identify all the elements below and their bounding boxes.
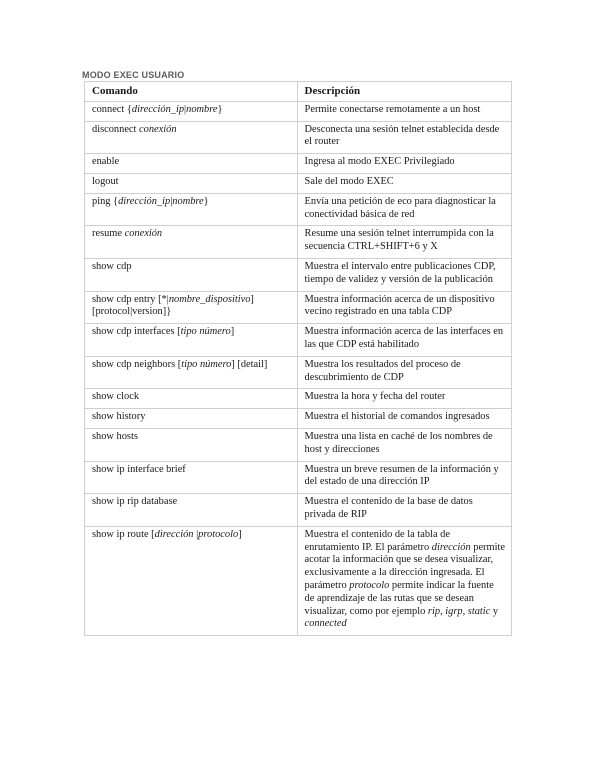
- command-cell: [85, 101, 298, 121]
- text: logout: [92, 175, 119, 187]
- text: Muestra los resultados del proceso de descubrimiento de CDP: [304, 358, 461, 383]
- table-body: [85, 101, 512, 635]
- table-row: [85, 494, 512, 527]
- text: Muestra el contenido de la base de datos privada de RIP: [304, 496, 473, 520]
- table-row: [85, 154, 512, 174]
- italic-text: dirección_ip: [118, 195, 171, 207]
- command-cell: [85, 226, 298, 259]
- italic-text: static: [467, 605, 491, 617]
- text: parámetro: [387, 541, 432, 553]
- command-cell: [85, 154, 298, 174]
- text: resume: [92, 228, 125, 240]
- table-row: [85, 356, 512, 389]
- text: ,: [440, 605, 446, 617]
- command-cell: [85, 121, 298, 154]
- text: }: [217, 103, 223, 115]
- italic-text: nombre: [172, 195, 204, 207]
- text: permite indicar la fuente de aprendizaje de las rutas que se desean visualizar, como por ejemplo: [304, 579, 494, 617]
- command-cell: [85, 193, 298, 226]
- text: show cdp entry [*|: [92, 293, 169, 305]
- description-cell: [297, 389, 511, 409]
- italic-text: dirección_ip: [131, 103, 185, 115]
- italic-text: conexión: [139, 123, 177, 135]
- table-row: [85, 193, 512, 226]
- text: Muestra la hora y fecha del router: [304, 391, 446, 403]
- italic-text: connected: [304, 618, 347, 630]
- text: Muestra el contenido de la tabla de enrutamiento IP. El: [304, 528, 450, 553]
- description-cell: [297, 526, 511, 635]
- command-cell: [85, 356, 298, 389]
- text: disconnect: [92, 123, 140, 135]
- table-row: [85, 101, 512, 121]
- text: show ip rip database: [92, 496, 178, 508]
- text: Envía una petición de eco para diagnosticar la conectividad básica de red: [304, 195, 496, 220]
- italic-text: protocolo: [198, 528, 239, 540]
- text: Muestra el intervalo entre publicaciones CDP, tiempo de validez y versión de la publicación: [304, 260, 496, 285]
- text: enable: [92, 156, 120, 168]
- table-header-row: [85, 82, 512, 102]
- command-cell: [85, 173, 298, 193]
- section-title: MODO EXEC USUARIO: [82, 70, 185, 80]
- text: Permite conectarse remotamente a un host: [304, 103, 481, 115]
- text: ]: [230, 326, 235, 338]
- command-cell: [85, 258, 298, 291]
- text: ][protocol|version]}: [92, 293, 254, 318]
- description-cell: [297, 494, 511, 527]
- text: permite acotar la información que se desea visualizar, exclusivamente a la dirección ingresada. El parámetro: [304, 541, 505, 591]
- text: Muestra el historial de comandos ingresados: [304, 411, 490, 423]
- description-cell: [297, 226, 511, 259]
- text: Resume una sesión telnet interrumpida con la secuencia CTRL+SHIFT+6 y X: [304, 228, 494, 253]
- text: show cdp interfaces [: [92, 326, 181, 338]
- description-cell: [297, 409, 511, 429]
- table-row: [85, 258, 512, 291]
- table-row: [85, 428, 512, 461]
- description-cell: [297, 121, 511, 154]
- command-cell: [85, 526, 298, 635]
- italic-text: conexión: [124, 228, 163, 240]
- table-row: [85, 324, 512, 357]
- description-cell: [297, 291, 511, 324]
- description-cell: [297, 193, 511, 226]
- table-row: [85, 409, 512, 429]
- table-row: [85, 226, 512, 259]
- text: Desconecta una sesión telnet establecida desde el router: [304, 123, 500, 148]
- command-cell: [85, 494, 298, 527]
- table-row: [85, 121, 512, 154]
- command-cell: [85, 409, 298, 429]
- text: }: [203, 195, 209, 207]
- table-row: [85, 389, 512, 409]
- italic-text: dirección: [431, 541, 471, 553]
- text: |: [170, 195, 173, 207]
- text: show history: [92, 411, 146, 423]
- italic-text: dirección: [154, 528, 194, 540]
- commands-table: [84, 81, 512, 636]
- table-row: [85, 526, 512, 635]
- description-cell: [297, 101, 511, 121]
- text: show cdp: [92, 260, 132, 272]
- description-cell: [297, 461, 511, 494]
- text: Sale del modo EXEC: [304, 175, 394, 187]
- text: Ingresa al modo EXEC Privilegiado: [304, 156, 455, 168]
- command-cell: [85, 461, 298, 494]
- command-cell: [85, 389, 298, 409]
- text: show ip interface brief: [92, 463, 186, 475]
- italic-text: tipo número: [180, 326, 231, 338]
- description-cell: [297, 356, 511, 389]
- text: Muestra información acerca de las interfaces en las que CDP está habilitado: [304, 326, 504, 350]
- text: Muestra un breve resumen de la información y del estado de una dirección IP: [304, 463, 499, 488]
- header-description: Descripción: [297, 82, 511, 102]
- command-cell: [85, 291, 298, 324]
- table-row: [85, 173, 512, 193]
- text: |: [184, 103, 187, 115]
- text: ]: [238, 528, 242, 540]
- text: Muestra una lista en caché de los nombres de host y direcciones: [304, 430, 493, 455]
- italic-text: igrp: [445, 605, 463, 617]
- description-cell: [297, 324, 511, 357]
- text: ping {: [92, 195, 119, 207]
- italic-text: rip: [427, 605, 441, 617]
- text: show ip route [: [92, 528, 155, 540]
- text: show hosts: [92, 430, 138, 442]
- description-cell: [297, 428, 511, 461]
- description-cell: [297, 173, 511, 193]
- italic-text: nombre: [186, 103, 218, 115]
- text: y: [490, 605, 499, 617]
- description-cell: [297, 258, 511, 291]
- text: connect {: [92, 103, 132, 115]
- header-command: Comando: [85, 82, 298, 102]
- italic-text: protocolo: [349, 579, 390, 591]
- command-cell: [85, 324, 298, 357]
- text: show cdp neighbors [: [92, 358, 182, 370]
- text: |: [193, 528, 199, 540]
- italic-text: nombre_dispositivo: [168, 293, 251, 305]
- text: ,: [462, 605, 468, 617]
- italic-text: tipo número: [181, 358, 232, 370]
- description-cell: [297, 154, 511, 174]
- table-row: [85, 291, 512, 324]
- command-cell: [85, 428, 298, 461]
- table-row: [85, 461, 512, 494]
- text: show clock: [92, 391, 140, 403]
- text: Muestra información acerca de un dispositivo vecino registrado en una tabla CDP: [304, 293, 495, 318]
- text: ] [detail]: [231, 358, 268, 370]
